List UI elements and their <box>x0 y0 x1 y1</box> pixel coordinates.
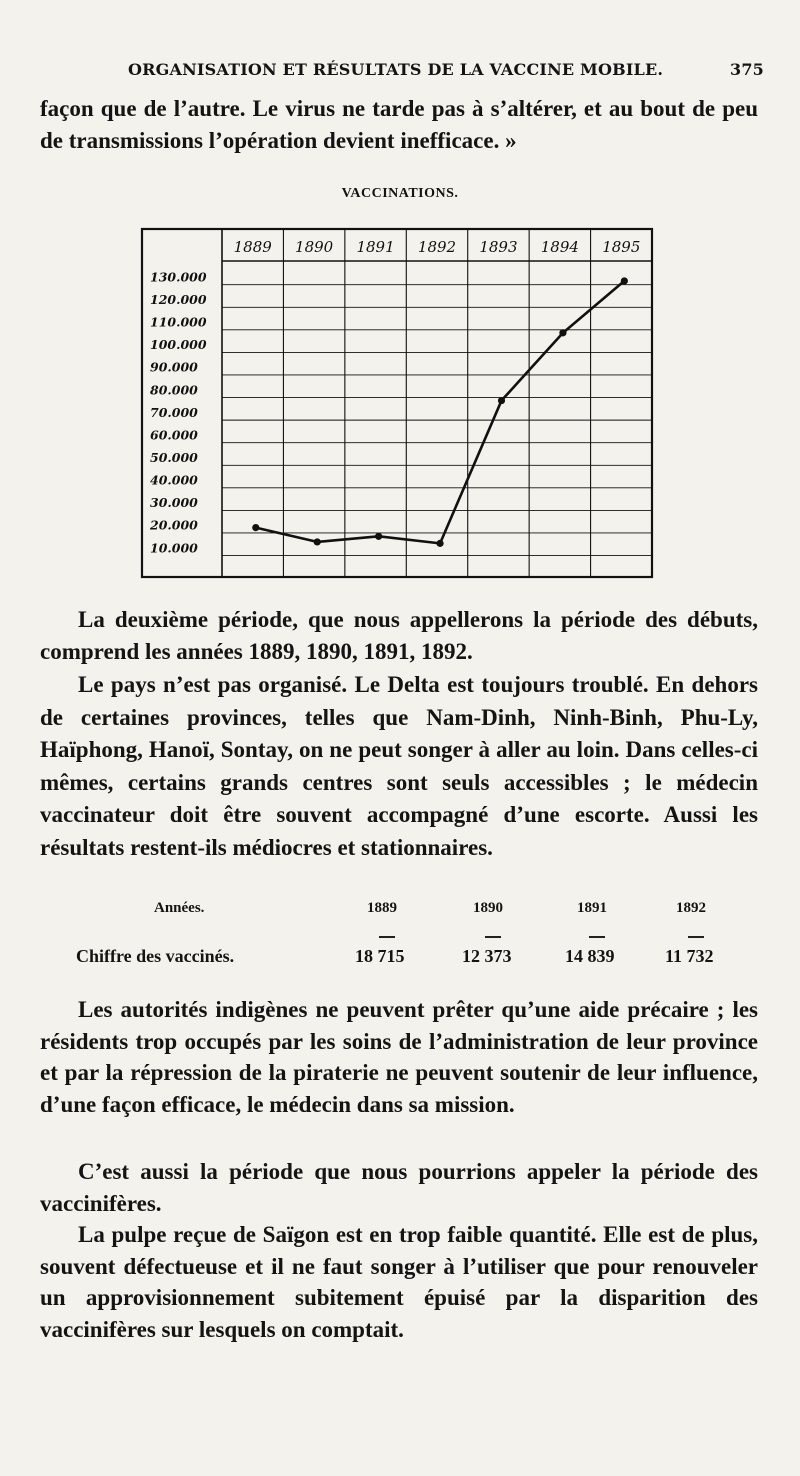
chart-y-tick-label: 80.000 <box>150 382 198 398</box>
chart-x-tick-labels <box>234 238 641 256</box>
chart-y-tick-label: 90.000 <box>150 359 198 375</box>
chart-y-tick-label: 130.000 <box>150 269 207 285</box>
paragraph-3: Le pays n’est pas organisé. Le Delta est toujours troublé. En dehors de certaines provinces, telles que Nam-Dinh, Ninh-Binh, Phu-Ly, Haïphong, Hanoï, Sontay, on ne peut songer à aller au loin. Dans celles-ci mêmes, certains grands centres sont seuls accessibles ; le médecin vaccinateur doit être souvent accompagné d’une escorte. Aussi les résultats restent-ils médiocres et stationnaires. <box>40 672 758 860</box>
chart-y-tick-label: 30.000 <box>150 495 198 511</box>
table-label-years: Années. <box>154 900 205 916</box>
divider <box>688 936 704 938</box>
chart-x-tick-label: 1893 <box>479 238 518 256</box>
page-number: 375 <box>730 60 764 79</box>
table-cell-value: 11 732 <box>665 946 714 966</box>
chart-series <box>252 277 628 547</box>
chart-x-tick-label: 1892 <box>417 238 457 256</box>
chart-y-tick-label: 20.000 <box>150 517 198 533</box>
paragraph-2: La deuxième période, que nous appellerons la période des débuts, comprend les années 1889, 1890, 1891, 1892. <box>40 607 758 664</box>
chart-data-point <box>559 329 566 336</box>
chart-x-tick-label: 1890 <box>295 238 334 256</box>
chart-data-point <box>375 533 382 540</box>
chart-series-line <box>256 281 625 543</box>
chart-y-tick-label: 100.000 <box>150 337 207 353</box>
chart-data-point <box>314 538 321 545</box>
paragraph-6: La pulpe reçue de Saïgon est en trop faible quantité. Elle est de plus, souvent défectueuse et il ne faut songer à l’utiliser que pour renouveler un approvisionnement subitement épuisé par la disparition des vaccinifères sur lesquels on comptait. <box>40 1222 758 1342</box>
chart-x-tick-label: 1894 <box>540 238 579 256</box>
page-header <box>128 60 768 84</box>
chart-y-tick-label: 110.000 <box>150 314 207 330</box>
chart-y-tick-label: 60.000 <box>150 427 198 443</box>
divider <box>589 936 605 938</box>
paragraph-1: façon que de l’autre. Le virus ne tarde pas à s’altérer, et au bout de peu de transmissions l’opération devient inefficace. » <box>40 96 758 153</box>
divider <box>379 936 395 938</box>
chart-grid <box>142 229 652 577</box>
chart-data-point <box>436 540 443 547</box>
chart-y-tick-label: 120.000 <box>150 291 207 307</box>
chart-data-point <box>498 397 505 404</box>
chart-title: VACCINATIONS. <box>341 186 459 201</box>
chart-y-tick-label: 10.000 <box>150 540 198 556</box>
running-title: ORGANISATION ET RÉSULTATS DE LA VACCINE MOBILE. <box>128 60 664 79</box>
vaccinations-chart <box>140 225 656 581</box>
table-cell-year: 1892 <box>676 900 706 916</box>
chart-data-point <box>252 524 259 531</box>
table-cell-value: 12 373 <box>462 946 512 966</box>
divider <box>485 936 501 938</box>
table-label-values: Chiffre des vaccinés. <box>76 946 235 966</box>
table-cell-value: 14 839 <box>565 946 615 966</box>
chart-x-tick-label: 1895 <box>602 238 641 256</box>
paragraph-4: Les autorités indigènes ne peuvent prêter qu’une aide précaire ; les résidents trop occupés par les soins de l’administration de leur province et par la répression de la piraterie ne peuvent soutenir de leur influence, d’une façon efficace, le médecin dans sa mission. <box>40 997 758 1117</box>
chart-frame <box>142 229 652 577</box>
chart-x-tick-label: 1889 <box>233 238 272 256</box>
table-cell-year: 1891 <box>577 900 607 916</box>
chart-y-tick-label: 40.000 <box>150 472 198 488</box>
chart-x-tick-label: 1891 <box>356 238 395 256</box>
chart-y-tick-label: 50.000 <box>150 449 198 465</box>
table-cell-value: 18 715 <box>355 946 405 966</box>
table-cell-year: 1890 <box>473 900 503 916</box>
chart-data-point <box>621 277 628 284</box>
chart-y-tick-label: 70.000 <box>150 404 198 420</box>
paragraph-5: C’est aussi la période que nous pourrions appeler la période des vaccinifères. <box>40 1159 758 1216</box>
chart-y-tick-labels <box>149 269 207 555</box>
table-cell-year: 1889 <box>367 900 397 916</box>
